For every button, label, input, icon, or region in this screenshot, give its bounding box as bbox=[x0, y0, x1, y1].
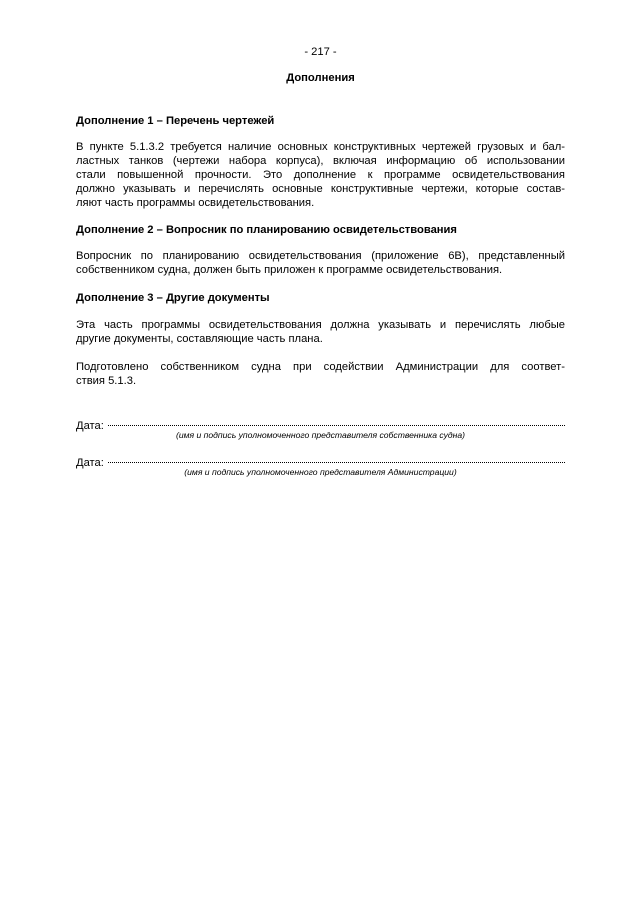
signature-dotted-line bbox=[108, 452, 565, 466]
paragraph-line: ластных танков (чертежи набора корпуса), включая информацию об использовании bbox=[76, 155, 565, 167]
signature-line-owner bbox=[76, 415, 565, 432]
paragraph-line: стали повышенной прочности. Это дополнение к программе освидетельствования bbox=[76, 169, 565, 181]
signature-caption-owner: (имя и подпись уполномоченного представителя собственника судна) bbox=[175, 430, 466, 440]
closing-paragraph bbox=[76, 360, 565, 388]
date-label: Дата: bbox=[76, 420, 104, 432]
document-title: Дополнения bbox=[286, 72, 355, 84]
paragraph-line: собственником судна, должен быть приложен к программе освидетельствования. bbox=[76, 264, 503, 276]
section-3-heading: Дополнение 3 – Другие документы bbox=[76, 292, 270, 304]
signature-line-administration bbox=[76, 452, 565, 469]
section-3-paragraph bbox=[76, 318, 565, 346]
paragraph-line: ствия 5.1.3. bbox=[76, 375, 137, 387]
paragraph-line: другие документы, составляющие часть плана. bbox=[76, 333, 323, 345]
paragraph-line: должно указывать и перечислять основные конструктивные чертежи, которые состав- bbox=[76, 183, 565, 195]
section-1-paragraph bbox=[76, 140, 565, 210]
section-2-paragraph bbox=[76, 249, 565, 277]
paragraph-line: Эта часть программы освидетельствования должна указывать и перечислять любые bbox=[76, 319, 565, 331]
paragraph-line: В пункте 5.1.3.2 требуется наличие основных конструктивных чертежей грузовых и бал- bbox=[76, 141, 565, 153]
paragraph-line: Подготовлено собственником судна при содействии Администрации для соответ- bbox=[76, 361, 565, 373]
paragraph-line: Вопросник по планированию освидетельствования (приложение 6В), представленный bbox=[76, 250, 565, 262]
signature-dotted-line bbox=[108, 415, 565, 429]
paragraph-line: ляют часть программы освидетельствования. bbox=[76, 197, 315, 209]
section-1-heading: Дополнение 1 – Перечень чертежей bbox=[76, 115, 275, 127]
date-label: Дата: bbox=[76, 457, 104, 469]
page-number: - 217 - bbox=[304, 46, 337, 58]
signature-caption-administration: (имя и подпись уполномоченного представителя Администрации) bbox=[184, 467, 457, 477]
section-2-heading: Дополнение 2 – Вопросник по планированию освидетельствования bbox=[76, 224, 457, 236]
